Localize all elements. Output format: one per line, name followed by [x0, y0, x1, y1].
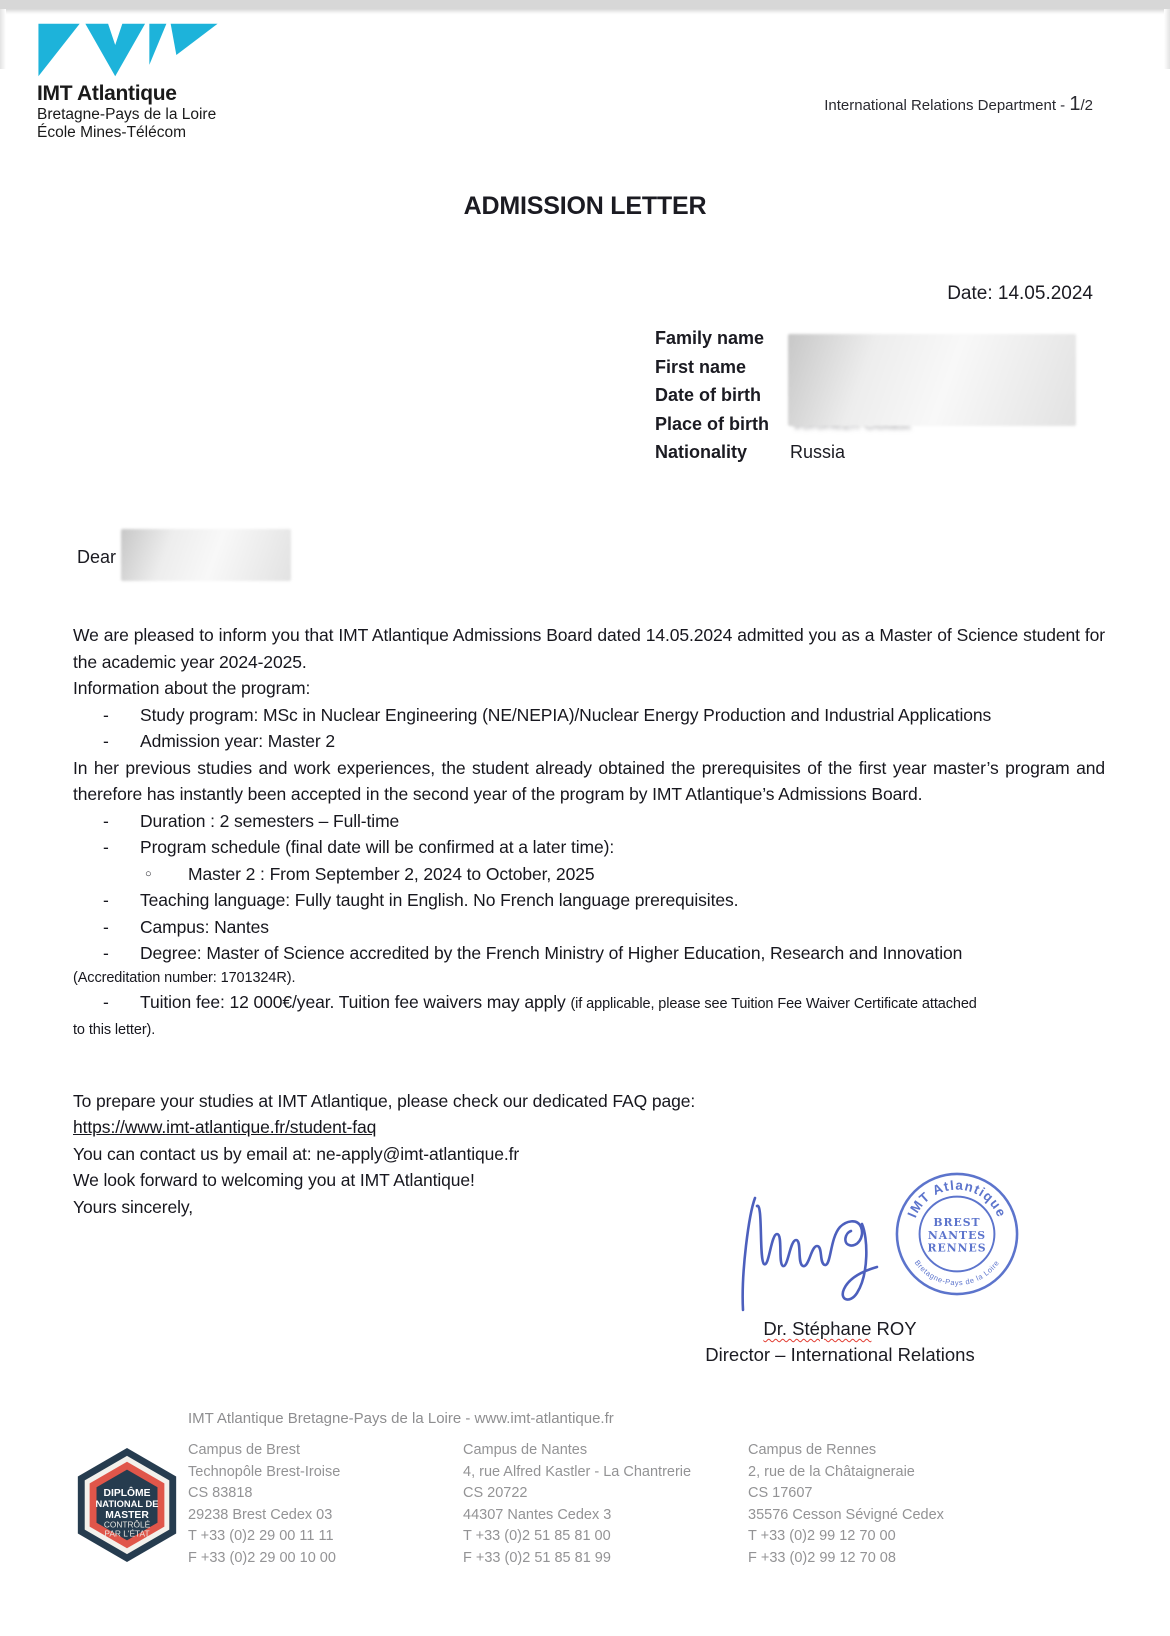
campus-name: Campus de Nantes [463, 1442, 588, 1458]
signatory-name-spellchecked: Dr. Stéphane [763, 1318, 872, 1339]
master-diploma-badge-icon [68, 1440, 186, 1570]
letter-date: Date: 14.05.2024 [947, 283, 1093, 304]
list-item-duration: - Duration : 2 semesters – Full-time [73, 808, 1105, 835]
campus-address-line: 35576 Cesson Sévigné Cedex [748, 1506, 944, 1523]
campus-phone: T +33 (0)2 29 00 11 11 [188, 1528, 334, 1544]
list-item-schedule: - Program schedule (final date will be confirmed at a later time): [73, 834, 1105, 861]
redaction-blur-fields [788, 334, 1076, 426]
label-first-name: First name [655, 356, 747, 377]
stamp-city-rennes: RENNES [927, 1241, 987, 1255]
scan-right-edge [1164, 9, 1170, 69]
signature-ink-icon [733, 1176, 903, 1316]
contact-line: You can contact us by email at: ne-apply@imt-atlantique.fr [73, 1143, 520, 1164]
faq-text: To prepare your studies at IMT Atlantique, please check our dedicated FAQ page: [73, 1090, 696, 1111]
dash-bullet-icon: - [103, 890, 109, 910]
tuition-main: Tuition fee: 12 000€/year. Tuition fee waivers may apply [140, 991, 571, 1012]
campus-phone: T +33 (0)2 99 12 70 00 [748, 1528, 896, 1544]
dash-bullet-icon: - [103, 991, 109, 1012]
campus-address-line: CS 17607 [748, 1485, 813, 1501]
list-subitem-master2-dates: ○ Master 2 : From September 2, 2024 to October, 2025 [73, 861, 1105, 888]
page-total: /2 [1080, 97, 1093, 114]
label-nationality: Nationality [655, 442, 748, 462]
redaction-blur-name [121, 529, 291, 581]
brand-subtitle-school: École Mines-Télécom [37, 124, 187, 141]
faq-link[interactable]: https://www.imt-atlantique.fr/student-faq [73, 1117, 377, 1137]
svg-text:Bretagne-Pays de la Loire [913, 1258, 1001, 1287]
dash-bullet-icon: - [103, 837, 109, 857]
dash-bullet-icon: - [103, 810, 109, 831]
intro-paragraph: We are pleased to inform you that IMT Atlantique Admissions Board dated 14.05.2024 admitted you as a Master of Science student for the academic year 2024-2025. [73, 625, 1105, 672]
dash-bullet-icon: - [103, 916, 109, 937]
scan-left-edge [0, 9, 6, 69]
brand-name: IMT Atlantique [37, 82, 177, 105]
degree-accreditation-note: (Accreditation number: 1701324R). [73, 969, 296, 986]
list-item-degree: - Degree: Master of Science accredited by the French Ministry of Higher Education, Research and Innovation [73, 940, 1105, 967]
signatory-surname: ROY [871, 1318, 917, 1339]
letter-body [73, 622, 1105, 1220]
circle-bullet-icon: ○ [145, 867, 152, 880]
signatory-title: Director – International Relations [705, 1344, 975, 1365]
campus-address-line: 2, rue de la Châtaigneraie [748, 1463, 915, 1480]
label-place-of-birth: Place of birth [655, 413, 770, 434]
program-heading: Information about the program: [73, 678, 311, 698]
campus-name: Campus de Brest [188, 1442, 301, 1458]
dash-bullet-icon: - [103, 731, 109, 751]
label-date-of-birth: Date of birth [655, 385, 761, 405]
campus-address-line: CS 20722 [463, 1485, 528, 1501]
badge-line-3: MASTER [105, 1509, 149, 1521]
list-item-admission-year: - Admission year: Master 2 [73, 728, 1105, 755]
campus-address-line: Technopôle Brest-Iroise [188, 1463, 341, 1480]
signatory-name [660, 1318, 1020, 1340]
footer-campus-brest [188, 1440, 340, 1569]
faq-block [73, 1088, 1105, 1141]
campus-fax: F +33 (0)2 29 00 10 00 [188, 1549, 336, 1566]
footer-tagline: IMT Atlantique Bretagne-Pays de la Loire - www.imt-atlantique.fr [188, 1410, 614, 1427]
tuition-note-continued: to this letter). [73, 1022, 156, 1038]
campus-address-line: CS 83818 [188, 1485, 253, 1501]
header-department-page [824, 93, 1093, 116]
label-family-name: Family name [655, 328, 765, 348]
campus-name: Campus de Rennes [748, 1442, 877, 1458]
list-item-campus: - Campus: Nantes [73, 914, 1105, 941]
footer-campus-rennes [748, 1440, 944, 1569]
imt-logo-icon [37, 22, 219, 78]
badge-line-2: NATIONAL DE [95, 1498, 159, 1509]
campus-phone: T +33 (0)2 51 85 81 00 [463, 1528, 611, 1544]
list-item-study-program: - Study program: MSc in Nuclear Engineering (NE/NEPIA)/Nuclear Energy Production and Industrial Applications [73, 702, 1105, 729]
tuition-note: (if applicable, please see Tuition Fee Waiver Certificate attached [570, 995, 977, 1012]
list-item-tuition [73, 989, 1105, 1018]
scan-top-edge [0, 0, 1170, 9]
dash-bullet-icon: - [103, 704, 109, 725]
salutation: Dear [77, 547, 117, 567]
badge-line-1: DIPLÔME [103, 1488, 151, 1500]
dash-bullet-icon: - [103, 943, 109, 963]
badge-line-4: CONTRÔLÉ [103, 1519, 151, 1530]
brand-subtitle-region: Bretagne-Pays de la Loire [37, 106, 217, 123]
badge-line-5: PAR L'ÉTAT [104, 1528, 150, 1539]
closing-line: Yours sincerely, [73, 1196, 193, 1217]
campus-address-line: 44307 Nantes Cedex 3 [463, 1506, 612, 1523]
admission-year-note: In her previous studies and work experiences, the student already obtained the prerequisites of the first year master’s program and therefore has instantly been accepted in the second year of the program by IMT Atlantique’s Admissions Board. [73, 757, 1105, 804]
svg-text:IMT Atlantique [904, 1178, 1009, 1220]
letter-title: ADMISSION LETTER [463, 192, 707, 220]
footer-campus-nantes [463, 1440, 691, 1569]
campus-address-line: 29238 Brest Cedex 03 [188, 1506, 333, 1523]
page-number: 1 [1069, 93, 1081, 115]
campus-fax: F +33 (0)2 51 85 81 99 [463, 1549, 611, 1566]
imt-stamp-seal-icon [893, 1170, 1021, 1298]
welcome-line: We look forward to welcoming you at IMT Atlantique! [73, 1170, 475, 1190]
stamp-arc-bottom-text: Bretagne-Pays de la Loire [912, 1258, 1002, 1288]
value-nationality: Russia [790, 442, 846, 462]
campus-fax: F +33 (0)2 99 12 70 08 [748, 1549, 896, 1566]
list-item-language: - Teaching language: Fully taught in English. No French language prerequisites. [73, 887, 1105, 914]
stamp-city-brest: BREST [933, 1216, 981, 1230]
campus-address-line: 4, rue Alfred Kastler - La Chantrerie [463, 1463, 692, 1480]
stamp-arc-top-text: IMT Atlantique [904, 1177, 1010, 1220]
stamp-city-nantes: NANTES [927, 1228, 987, 1242]
department-label: International Relations Department - [824, 97, 1070, 114]
